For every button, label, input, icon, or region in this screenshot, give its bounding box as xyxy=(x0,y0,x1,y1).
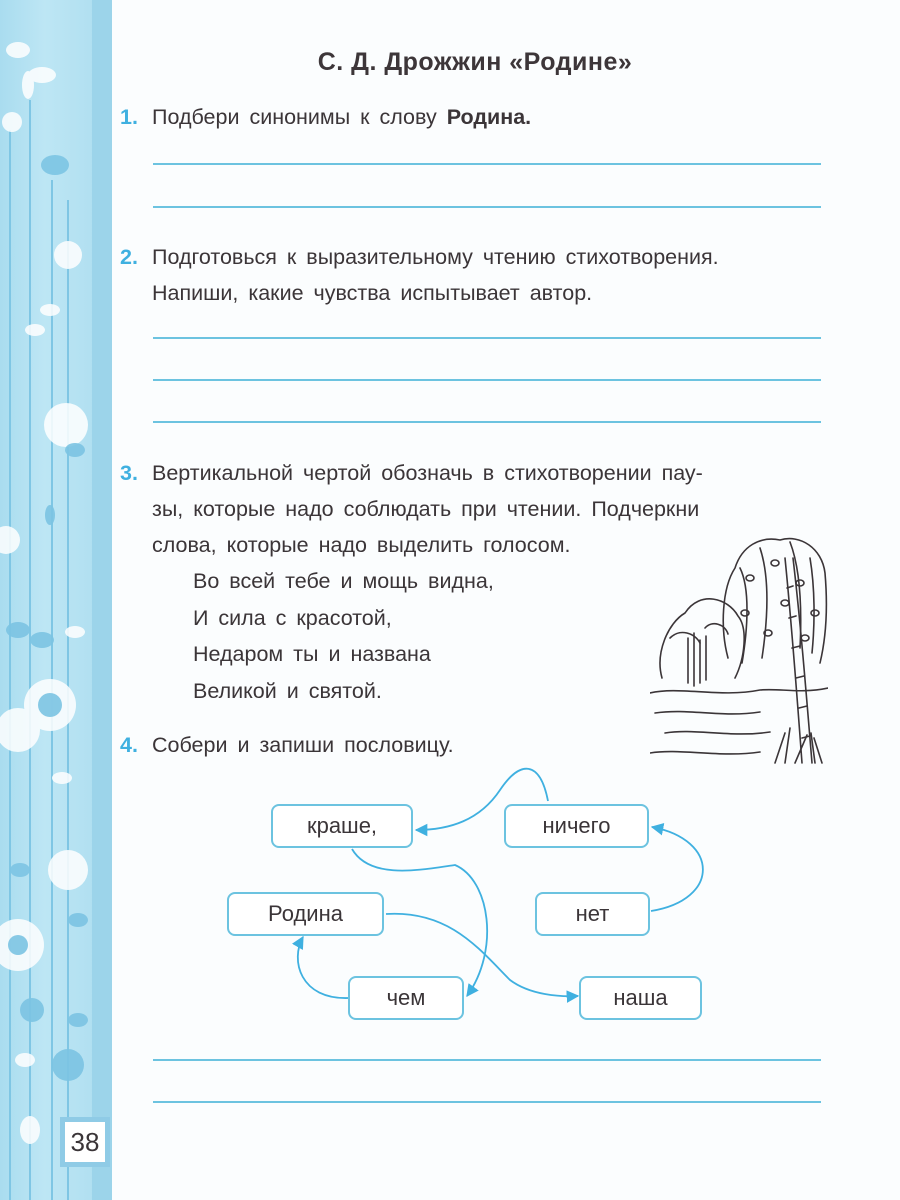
word-card[interactable]: чем xyxy=(348,976,464,1020)
poem-line[interactable]: И сила с красотой, xyxy=(193,605,392,630)
task-keyword: Родина. xyxy=(446,105,532,129)
page-number: 38 xyxy=(65,1122,105,1162)
word-card[interactable]: краше, xyxy=(271,804,413,848)
task-text-line: Вертикальной чертой обозначь в стихотворении пау- xyxy=(152,461,703,485)
page-number-badge xyxy=(60,1117,110,1167)
task-text-line: слова, которые надо выделить голосом. xyxy=(152,533,571,557)
answer-line[interactable] xyxy=(153,421,821,423)
task-number: 1. xyxy=(120,105,138,129)
decorative-floral-border xyxy=(0,0,112,1200)
answer-line[interactable] xyxy=(153,379,821,381)
birch-tree-illustration-icon xyxy=(650,528,828,768)
answer-line[interactable] xyxy=(153,1059,821,1061)
task-text-line: зы, которые надо соблюдать при чтении. Подчеркни xyxy=(152,497,700,521)
word-card[interactable]: ничего xyxy=(504,804,649,848)
page-title: С. Д. Дрожжин «Родине» xyxy=(317,48,633,76)
poem-line[interactable]: Недаром ты и названа xyxy=(193,642,431,666)
task-4 xyxy=(120,727,454,763)
task-text: Подбери синонимы к слову xyxy=(152,105,447,129)
task-1 xyxy=(120,99,531,135)
task-text-line: Подготовься к выразительному чтению стихотворения. xyxy=(152,245,719,269)
task-number: 4. xyxy=(120,733,138,757)
word-card[interactable]: нет xyxy=(535,892,650,936)
poem-line[interactable]: Великой и святой. xyxy=(193,678,382,703)
poem-line[interactable]: Во всей тебе и мощь видна, xyxy=(193,569,494,593)
word-card[interactable]: наша xyxy=(579,976,702,1020)
word-card[interactable]: Родина xyxy=(227,892,384,936)
task-2 xyxy=(120,239,719,311)
poem xyxy=(193,563,494,709)
task-text: Собери и запиши пословицу. xyxy=(152,733,454,757)
task-number: 3. xyxy=(120,461,138,485)
answer-line[interactable] xyxy=(153,1101,821,1103)
task-3 xyxy=(120,455,703,563)
answer-line[interactable] xyxy=(153,163,821,165)
answer-line[interactable] xyxy=(153,206,821,208)
floral-pattern-icon xyxy=(0,0,112,1200)
task-text-line: Напиши, какие чувства испытывает автор. xyxy=(152,281,593,305)
answer-line[interactable] xyxy=(153,337,821,339)
task-number: 2. xyxy=(120,245,138,269)
